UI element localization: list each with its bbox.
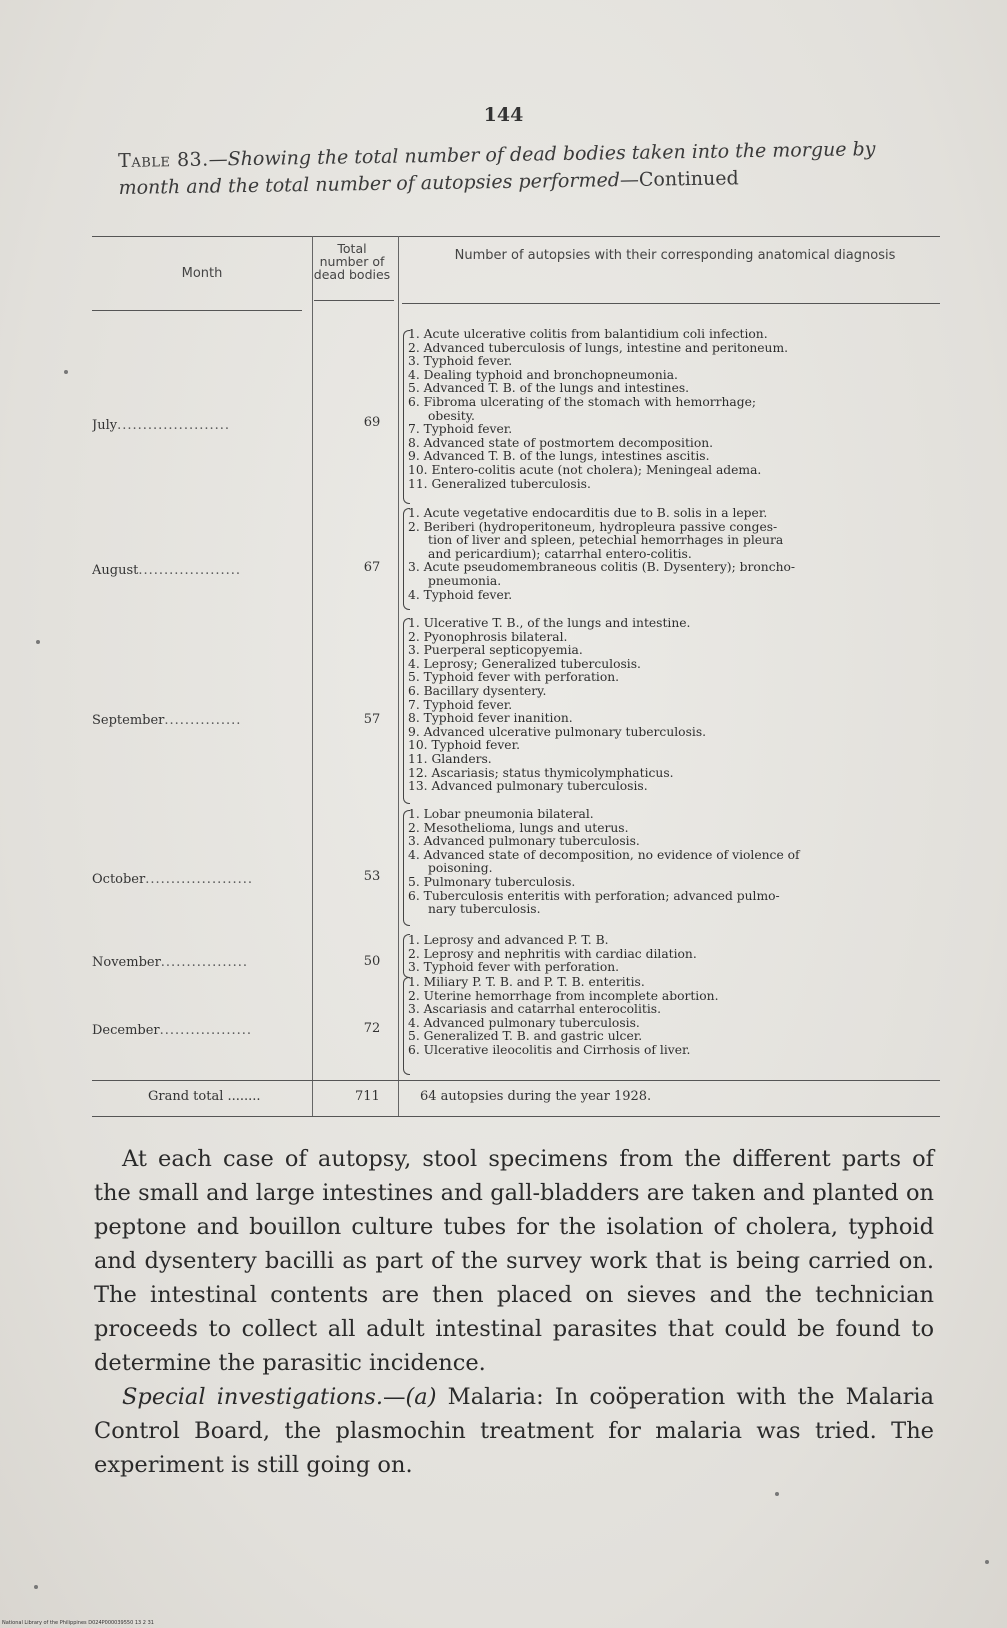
diagnosis-line: tion of liver and spleen, petechial hemorrhages in pleura [428, 533, 784, 548]
month-name: December [92, 1023, 160, 1038]
diagnosis-line: 1. Miliary P. T. B. and P. T. B. enteritis. [408, 975, 645, 989]
paragraph-special-investigations: Special investigations.—(a) Malaria: In coöperation with the Malaria Control Board, the plasmochin treatment for malaria was tried. The experiment is still going on. [94, 1384, 934, 1478]
paragraph-autopsy-procedure: At each case of autopsy, stool specimens from the different parts of the small and large intestines and gall-bladders are taken and planted on peptone and bouillon culture tubes for the isolation of cholera, typhoid and dysentery bacilli as part of the survey work that is being carried on. The intestinal contents are then placed on sieves and the technician proceeds to collect all adult intestinal parasites that could be found to determine the parasitic incidence. [94, 1146, 934, 1376]
diagnosis-line: 9. Advanced ulcerative pulmonary tuberculosis. [408, 724, 707, 739]
diagnosis-line: 12. Ascariasis; status thymicolymphaticus. [408, 765, 674, 780]
leader-dots: .................. [159, 1023, 253, 1038]
diagnosis-line: 1. Acute vegetative endocarditis due to B. solis in a leper. [408, 506, 768, 520]
diagnosis-line: 8. Advanced state of postmortem decomposition. [408, 435, 714, 450]
diagnosis-line: 10. Typhoid fever. [408, 738, 521, 753]
table-caption-suffix: —Continued [619, 167, 739, 192]
column-divider-2 [398, 236, 399, 1116]
diagnosis-line: 1. Leprosy and advanced P. T. B. [408, 933, 609, 947]
dead-bodies-count: 72 [363, 1021, 381, 1036]
month-name: October [92, 872, 146, 887]
diagnosis-line: 4. Advanced pulmonary tuberculosis. [408, 1015, 640, 1030]
diagnosis-line: 3. Ascariasis and catarrhal enterocolitis. [408, 1002, 661, 1017]
diagnosis-line: 2. Leprosy and nephritis with cardiac dilation. [408, 946, 697, 961]
month-label [92, 713, 320, 728]
section-body: Malaria: In coöperation with the Malaria Control Board, the plasmochin treatment for malaria was tried. The experiment is still going on. [94, 1384, 934, 1478]
diagnosis-list [408, 507, 948, 602]
diagnosis-line: 9. Advanced T. B. of the lungs, intestines ascitis. [408, 449, 710, 464]
diagnosis-line: 4. Typhoid fever. [408, 587, 513, 602]
diagnosis-line: 8. Typhoid fever inanition. [408, 711, 573, 726]
header-rule-autopsies [402, 303, 940, 304]
section-marker: (a) [405, 1384, 437, 1410]
diagnosis-list [408, 934, 948, 975]
leader-dots: .................... [138, 563, 242, 578]
month-label [92, 955, 320, 970]
month-label [92, 1023, 320, 1038]
diagnosis-line: 7. Typhoid fever. [408, 697, 513, 712]
diagnosis-line: and pericardium); catarrhal entero-colitis. [428, 546, 692, 561]
diagnosis-line: 3. Typhoid fever. [408, 354, 513, 369]
grand-total-count: 711 [355, 1089, 380, 1104]
diagnosis-line: 5. Generalized T. B. and gastric ulcer. [408, 1029, 643, 1044]
table-label: Table 83. [118, 148, 209, 172]
diagnosis-line: 6. Bacillary dysentery. [408, 683, 547, 698]
month-name: November [92, 955, 161, 970]
scan-speck [985, 1560, 989, 1564]
diagnosis-line: 11. Generalized tuberculosis. [408, 476, 591, 491]
diagnosis-line: 3. Advanced pulmonary tuberculosis. [408, 834, 640, 849]
diagnosis-line: 3. Typhoid fever with perforation. [408, 960, 620, 975]
diagnosis-line: obesity. [428, 408, 475, 423]
header-rule-month [92, 310, 302, 311]
diagnosis-line: pneumonia. [428, 573, 502, 588]
scan-speck [36, 640, 40, 644]
grand-total-rule [92, 1080, 940, 1081]
month-label [92, 563, 320, 578]
diagnosis-line: 6. Ulcerative ileocolitis and Cirrhosis of liver. [408, 1042, 691, 1057]
leader-dots: ................. [160, 955, 249, 970]
month-label [92, 872, 320, 887]
diagnosis-list [408, 328, 948, 491]
header-month: Month [181, 266, 223, 281]
table-caption-italic: Showing the total number of dead bodies taken into the morgue by month and the total number of autopsies performed [118, 138, 876, 199]
diagnosis-line: 10. Entero-colitis acute (not cholera); Meningeal adema. [408, 462, 762, 477]
table-top-rule [92, 236, 940, 237]
diagnosis-line: 2. Pyonophrosis bilateral. [408, 629, 568, 644]
grand-total-label [148, 1089, 261, 1104]
diagnosis-line: 4. Dealing typhoid and bronchopneumonia. [408, 367, 678, 382]
diagnosis-line: 6. Tuberculosis enteritis with perforation; advanced pulmo- [408, 888, 780, 903]
diagnosis-line: 6. Fibroma ulcerating of the stomach with hemorrhage; [408, 394, 757, 409]
diagnosis-list [408, 808, 948, 917]
diagnosis-line: 2. Advanced tuberculosis of lungs, intestine and peritoneum. [408, 340, 789, 355]
table-bottom-rule [92, 1116, 940, 1117]
diagnosis-list [408, 617, 948, 794]
diagnosis-line: 3. Acute pseudomembraneous colitis (B. Dysentery); broncho- [408, 560, 796, 575]
month-name: August [92, 563, 139, 578]
diagnosis-line: 2. Uterine hemorrhage from incomplete abortion. [408, 988, 719, 1003]
diagnosis-line: 11. Glanders. [408, 751, 492, 766]
diagnosis-line: nary tuberculosis. [428, 902, 541, 917]
diagnosis-line: 13. Advanced pulmonary tuberculosis. [408, 779, 648, 794]
diagnosis-line: 5. Advanced T. B. of the lungs and intestines. [408, 381, 690, 396]
leader-dots: ..................... [145, 872, 253, 887]
dead-bodies-count: 53 [363, 869, 381, 884]
diagnosis-line: 3. Puerperal septicopyemia. [408, 643, 583, 658]
month-name: September [92, 713, 165, 728]
scan-speck [775, 1492, 779, 1496]
archive-footer: National Library of the Philippines D024P000039550 13 2 31 [2, 1620, 154, 1626]
diagnosis-line: 1. Acute ulcerative colitis from balantidium coli infection. [408, 327, 768, 341]
leader-dots: ...................... [117, 418, 231, 433]
diagnosis-line: 5. Pulmonary tuberculosis. [408, 874, 576, 889]
diagnosis-line: poisoning. [428, 861, 493, 876]
dead-bodies-count: 69 [363, 415, 381, 430]
diagnosis-line: 1. Ulcerative T. B., of the lungs and intestine. [408, 616, 691, 630]
diagnosis-line: 5. Typhoid fever with perforation. [408, 670, 620, 685]
diagnosis-line: 2. Mesothelioma, lungs and uterus. [408, 820, 629, 835]
dead-bodies-count: 50 [363, 954, 381, 969]
diagnosis-line: 2. Beriberi (hydroperitoneum, hydropleura passive conges- [408, 519, 778, 534]
month-name: July [92, 418, 118, 433]
header-total: Total number of dead bodies [313, 241, 391, 282]
scan-speck [64, 370, 68, 374]
leader-dots: ............... [164, 713, 242, 728]
diagnosis-line: 1. Lobar pneumonia bilateral. [408, 807, 594, 821]
dead-bodies-count: 57 [363, 712, 381, 727]
grand-total-text: Grand total [148, 1089, 224, 1104]
diagnosis-line: 7. Typhoid fever. [408, 422, 513, 437]
header-autopsies: Number of autopsies with their corresponding anatomical diagnosis [454, 248, 896, 263]
page-number: 144 [483, 104, 524, 126]
scan-speck [34, 1585, 38, 1589]
grand-total-note: 64 autopsies during the year 1928. [420, 1089, 652, 1104]
diagnosis-list [408, 976, 948, 1058]
diagnosis-line: 4. Advanced state of decomposition, no evidence of violence of [408, 847, 800, 862]
column-divider-1 [312, 236, 313, 1116]
dead-bodies-count: 67 [363, 560, 381, 575]
diagnosis-line: 4. Leprosy; Generalized tuberculosis. [408, 656, 641, 671]
header-rule-total [314, 300, 394, 301]
month-label [92, 418, 320, 433]
table-caption: Table 83.—Showing the total number of dead bodies taken into the morgue by month and the total number of autopsies performed—Continued [118, 138, 876, 199]
section-heading: Special investigations. [122, 1384, 383, 1410]
leader-dots: ........ [223, 1089, 261, 1104]
